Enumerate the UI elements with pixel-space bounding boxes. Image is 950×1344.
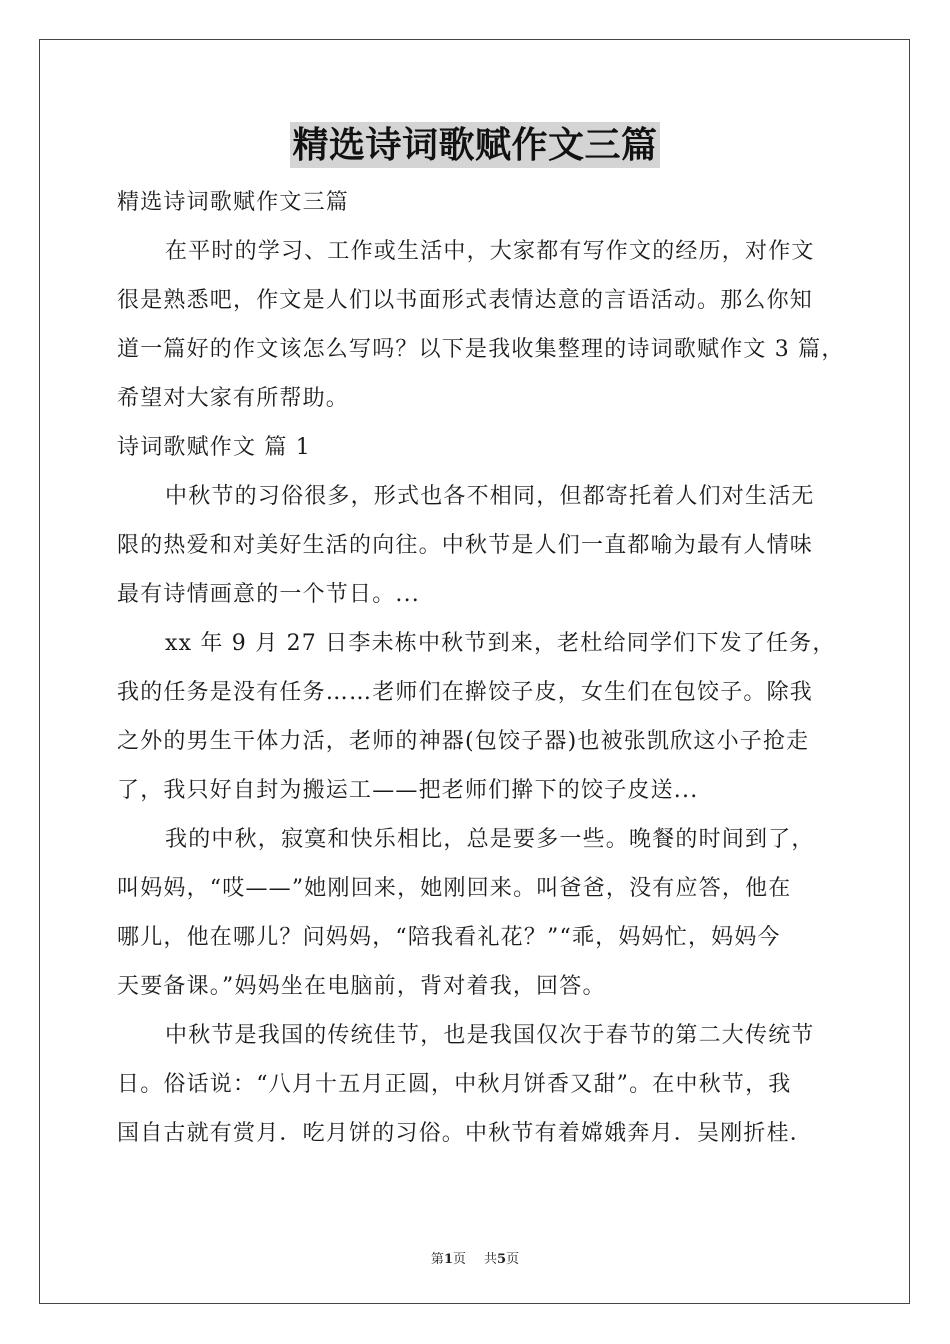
text-line: 哪儿，他在哪儿？问妈妈，“陪我看礼花？”“乖，妈妈忙，妈妈今 (117, 925, 781, 950)
title-container (0, 122, 950, 168)
page-prefix: 第 (430, 1252, 444, 1267)
text-line: 之外的男生干体力活，老师的神器(包饺子器)也被张凯欣这小子抢走 (117, 729, 810, 754)
page-footer (0, 1248, 950, 1267)
body-paragraph (117, 619, 837, 815)
body-paragraph (117, 815, 837, 1011)
body-paragraph (117, 1011, 837, 1158)
total-suffix: 页 (506, 1252, 520, 1267)
text-line: 道一篇好的作文该怎么写吗？以下是我收集整理的诗词歌赋作文 3 篇， (117, 337, 845, 362)
text-line: 很是熟悉吧，作文是人们以书面形式表情达意的言语活动。那么你知 (117, 288, 814, 313)
page-suffix: 页 (452, 1252, 466, 1267)
text-line: 中秋节的习俗很多，形式也各不相同，但都寄托着人们对生活无 (165, 484, 815, 509)
text-line: 最有诗情画意的一个节日。... (117, 582, 420, 607)
text-line: 日。俗话说：“八月十五月正圆，中秋月饼香又甜”。在中秋节，我 (117, 1072, 792, 1097)
section-heading: 诗词歌赋作文 篇 1 (117, 435, 311, 460)
text-line: 国自古就有赏月．吃月饼的习俗。中秋节有着嫦娥奔月．吴刚折桂． (117, 1121, 814, 1146)
total-prefix: 共 (484, 1252, 498, 1267)
document-title: 精选诗词歌赋作文三篇 (292, 124, 658, 166)
document-subtitle: 精选诗词歌赋作文三篇 (117, 190, 350, 215)
body-paragraph (117, 472, 837, 619)
intro-paragraph (117, 227, 845, 423)
text-line: 限的热爱和对美好生活的向往。中秋节是人们一直都喻为最有人情味 (117, 533, 814, 558)
text-line: xx 年 9 月 27 日李未栋中秋节到来，老杜给同学们下发了任务， (165, 631, 836, 656)
text-line: 我的任务是没有任务……老师们在擀饺子皮，女生们在包饺子。除我 (117, 680, 814, 705)
text-line: 天要备课。”妈妈坐在电脑前，背对着我，回答。 (117, 974, 606, 999)
text-line: 叫妈妈，“哎——”她刚回来，她刚回来。叫爸爸，没有应答，他在 (117, 876, 792, 901)
current-page-number: 1 (443, 1252, 453, 1267)
document-body (117, 178, 845, 1158)
text-line: 中秋节是我国的传统佳节，也是我国仅次于春节的第二大传统节 (165, 1023, 815, 1048)
text-line: 了，我只好自封为搬运工——把老师们擀下的饺子皮送... (117, 778, 699, 803)
text-line: 在平时的学习、工作或生活中，大家都有写作文的经历，对作文 (165, 239, 815, 264)
text-line: 希望对大家有所帮助。 (117, 386, 350, 411)
text-line: 我的中秋，寂寞和快乐相比，总是要多一些。晚餐的时间到了， (165, 827, 815, 852)
total-page-count: 5 (497, 1252, 507, 1267)
